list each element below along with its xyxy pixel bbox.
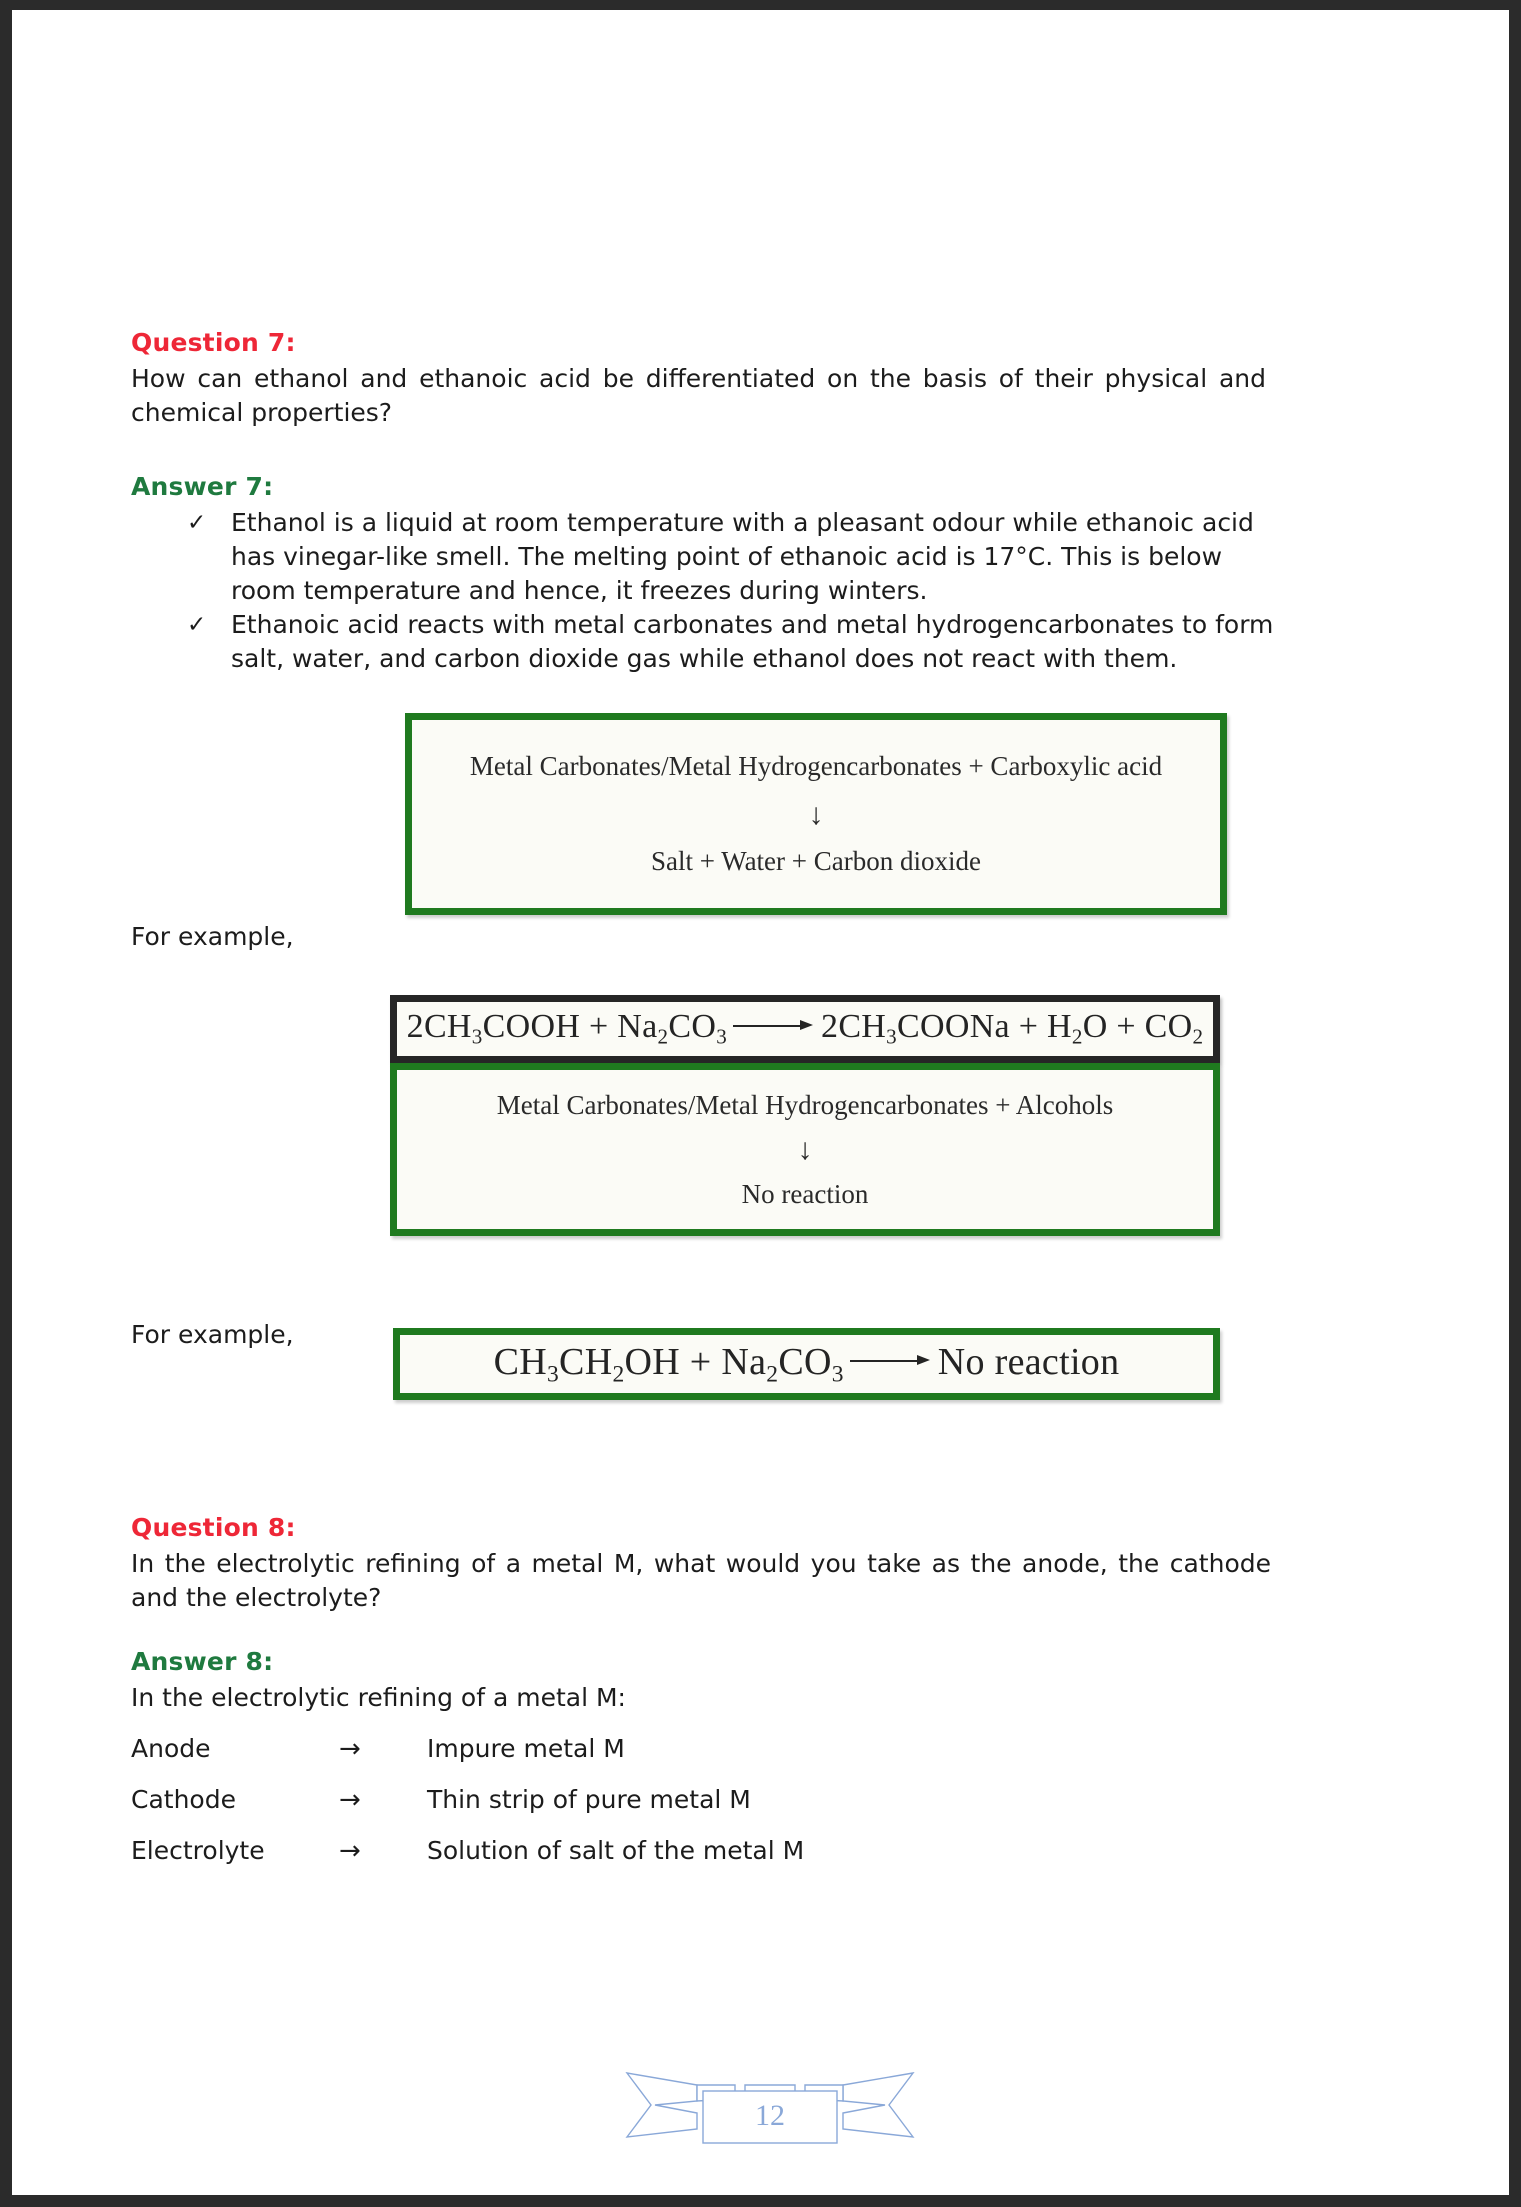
down-arrow-icon: ↓	[808, 798, 824, 831]
list-item-line: room temperature and hence, it freezes during winters.	[231, 576, 928, 605]
reaction-reactants: Metal Carbonates/Metal Hydrogencarbonates + Carboxylic acid	[469, 751, 1163, 781]
right-arrow-icon: →	[339, 1734, 361, 1764]
check-mark-icon: ✓	[187, 612, 207, 638]
table-row	[131, 1834, 931, 1868]
right-arrow-icon: →	[339, 1836, 361, 1866]
right-arrow-icon: →	[339, 1785, 361, 1815]
list-item-text	[231, 608, 1311, 676]
reaction-box-alcohols	[390, 1063, 1220, 1236]
row-value: Thin strip of pure metal M	[427, 1785, 751, 1814]
list-item-line: Ethanoic acid reacts with metal carbonates and metal hydrogencarbonates to form	[231, 610, 1274, 639]
page-number-ribbon	[625, 2065, 915, 2145]
row-value: Impure metal M	[427, 1734, 625, 1763]
list-item-text	[231, 506, 1311, 608]
reaction-box-carboxylic-acid	[405, 713, 1227, 915]
check-mark-icon: ✓	[187, 510, 207, 536]
for-example-label-2: For example,	[131, 1320, 294, 1349]
list-item-line: has vinegar-like smell. The melting point of ethanoic acid is 17°C. This is below	[231, 542, 1223, 571]
answer-8-intro: In the electrolytic refining of a metal M:	[131, 1683, 626, 1712]
row-term: Electrolyte	[131, 1836, 265, 1865]
page-sheet	[12, 10, 1509, 2195]
table-row	[131, 1783, 931, 1817]
for-example-label-1: For example,	[131, 922, 294, 951]
page-number: 12	[755, 2099, 785, 2132]
row-value: Solution of salt of the metal M	[427, 1836, 805, 1865]
row-term: Cathode	[131, 1785, 236, 1814]
question-8-heading: Question 8:	[131, 1513, 296, 1542]
equation-box-acetic-acid	[390, 995, 1220, 1063]
reaction-products: No reaction	[741, 1178, 869, 1209]
list-item-line: Ethanol is a liquid at room temperature with a pleasant odour while ethanoic acid	[231, 508, 1254, 537]
down-arrow-icon: ↓	[797, 1132, 813, 1166]
reaction-products: Salt + Water + Carbon dioxide	[651, 846, 981, 876]
question-7-heading: Question 7:	[131, 328, 296, 357]
answer-7-heading: Answer 7:	[131, 472, 274, 501]
right-arrow-icon	[733, 1014, 815, 1035]
row-term: Anode	[131, 1734, 211, 1763]
table-row	[131, 1732, 931, 1766]
reaction-reactants: Metal Carbonates/Metal Hydrogencarbonates + Alcohols	[496, 1089, 1114, 1120]
question-8-text: In the electrolytic refining of a metal M, what would you take as the anode, the cathode and the electrolyte?	[131, 1549, 1271, 1612]
question-7-text: How can ethanol and ethanoic acid be differentiated on the basis of their physical and chemical properties?	[131, 364, 1266, 427]
right-arrow-icon	[850, 1348, 932, 1372]
answer-8-heading: Answer 8:	[131, 1647, 274, 1676]
list-item-line: salt, water, and carbon dioxide gas while ethanol does not react with them.	[231, 644, 1178, 673]
equation-box-ethanol	[393, 1328, 1220, 1400]
equation-ethanol: $CH_3CH_2OH + Na_2CO_3$ No reaction	[493, 1340, 1120, 1388]
equation-acetic-acid: $2CH_3COOH + Na_2CO_3$ $2CH_3COONa + H_2O + CO_2$	[406, 1008, 1204, 1049]
